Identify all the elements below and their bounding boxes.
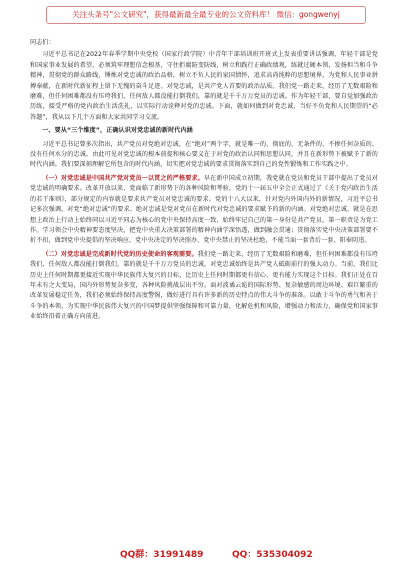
paragraph-section-1: 习近平总书记曾多次指出，共产党员对党绝对忠诚，在“绝对”两个字，就是唯一的、彻底的、无条件的、不掺任何杂质的、没有任何水分的忠诚。由此可见对党忠诚的根本前提和核心要义在于对党的政治认同和思想认同，并且在新形势下被赋予了新的时代内涵。我们要深刻理解它所包含的时代内涵，切实把对党忠诚的要求贯彻落实到自己的党性锻炼和工作实践之中。 xyxy=(30,140,378,169)
subsection-heading-1: （一）对党忠诚是中国共产党对党员一以贯之的严格要求。 xyxy=(42,174,204,182)
paragraph-subsection-2 xyxy=(30,250,378,323)
qq-number: QQ：535304092 xyxy=(232,550,313,560)
document-body xyxy=(30,38,378,534)
footer-contact xyxy=(0,545,408,565)
qq-group-number: QQ群：31991489 xyxy=(120,550,204,560)
subsection-text-2: 我们党一路走来，经历了无数艰险和磨难，但任何困难都没有压垮我们，任何敌人都没能打倒我们，靠的就是千千万万党员的忠诚。对党忠诚始终是共产党人砥砺前行的强大动力。当前，我们比历史上任何时期都更接近实现中华民族伟大复兴的目标，比历史上任何时期都更有信心、更有能力实现这个目标。我们正处在百年未有之大变局，国内外形势复杂多变，各种风险挑战层出不穷。面对波谲云诡的国际形势、复杂敏感的周边环境、艰巨繁重的改革发展稳定任务，我们必须始终保持高度警惕，做好进行具有许多新的历史特点的伟大斗争的准备。以敢于斗争的勇气和善于斗争的本领，为实现中华民族伟大复兴的中国梦提供坚强保障和可靠力量，化解危机和风险，增强动力和活力，确保党和国家事业始终沿着正确方向前进。 xyxy=(30,250,378,321)
section-heading-1: 一、要从“三个维度”，正确认识对党忠诚的新时代内涵 xyxy=(42,127,193,135)
header-banner: 关注头条号"公文研究"，获得最新最全最专业的公文资料库！ 微信：gongwenyj xyxy=(46,6,366,24)
paragraph-intro: 习近平总书记在2022年春季学期中央党校（国家行政学院）中青年干部培训班开班式上发表重要讲话强调，年轻干部是党和国家事业发展的希望，必须筑牢理想信念根基，守住拒腐防变防线，树立和践行正确政绩观，练就过硬本领，发扬担当和斗争精神，贯彻党的群众路线，锤炼对党忠诚的政治品格，树立不负人民的家国情怀，追求高尚纯粹的思想境界，为党和人民事业拼搏奉献，在新时代新征程上留下无愧的奋斗足迹。对党忠诚，是共产党人首要的政治品质。我们党一路走来，经历了无数艰险和磨难，但任何困难都没有压垮我们，任何敌人都没能打倒我们，靠的就是千千万万党员的忠诚。作为年轻干部，要自觉加强政治历练，接受严格的党内政治生活洗礼，以实际行动诠释对党的忠诚。下面，就如何做到对党忠诚，当好不负党和人民期望的“必答题”，我从以下几个方面和大家共同学习交流。 xyxy=(30,51,378,121)
subsection-text-1: 早在新中国成立初期，我党就在党员和党员干部中提出了党员对党忠诚的明确要求。改革开放以来，党面临了新形势下的各种风险和考验，党的十一届五中全会正式通过了《关于党内政治生活的若干准则》，部分规定的内容就是要求共产党员对党忠诚的要求。党的十八大以来，针对党内外国内外的新情况，习近平总书记多次强调，对党“绝对忠诚”的要求。绝对忠诚是党对党员在新时代对党忠诚的要求赋予的新的内涵。对党绝对忠诚，就是在思想上政治上行动上始终同以习近平同志为核心的党中央保持高度一致，始终牢记自己的第一身份是共产党员，第一职责是为党工作。学习领会中央精神要态度坚决，把党中央重大决策部署的精神内涵学深悟透，做到融会贯通；贯彻落实党中央决策部署要不折不扣，做到党中央提倡的坚决响应、党中央决定的坚决照办、党中央禁止的坚决杜绝，不能当面一套背后一套、阳奉阴违。 xyxy=(30,174,378,245)
paragraph-subsection-1 xyxy=(30,174,378,247)
subsection-heading-2: （二）对党忠诚是完成新时代党的历史使命的客观需要。 xyxy=(42,250,198,258)
salutation: 同志们： xyxy=(30,39,55,46)
